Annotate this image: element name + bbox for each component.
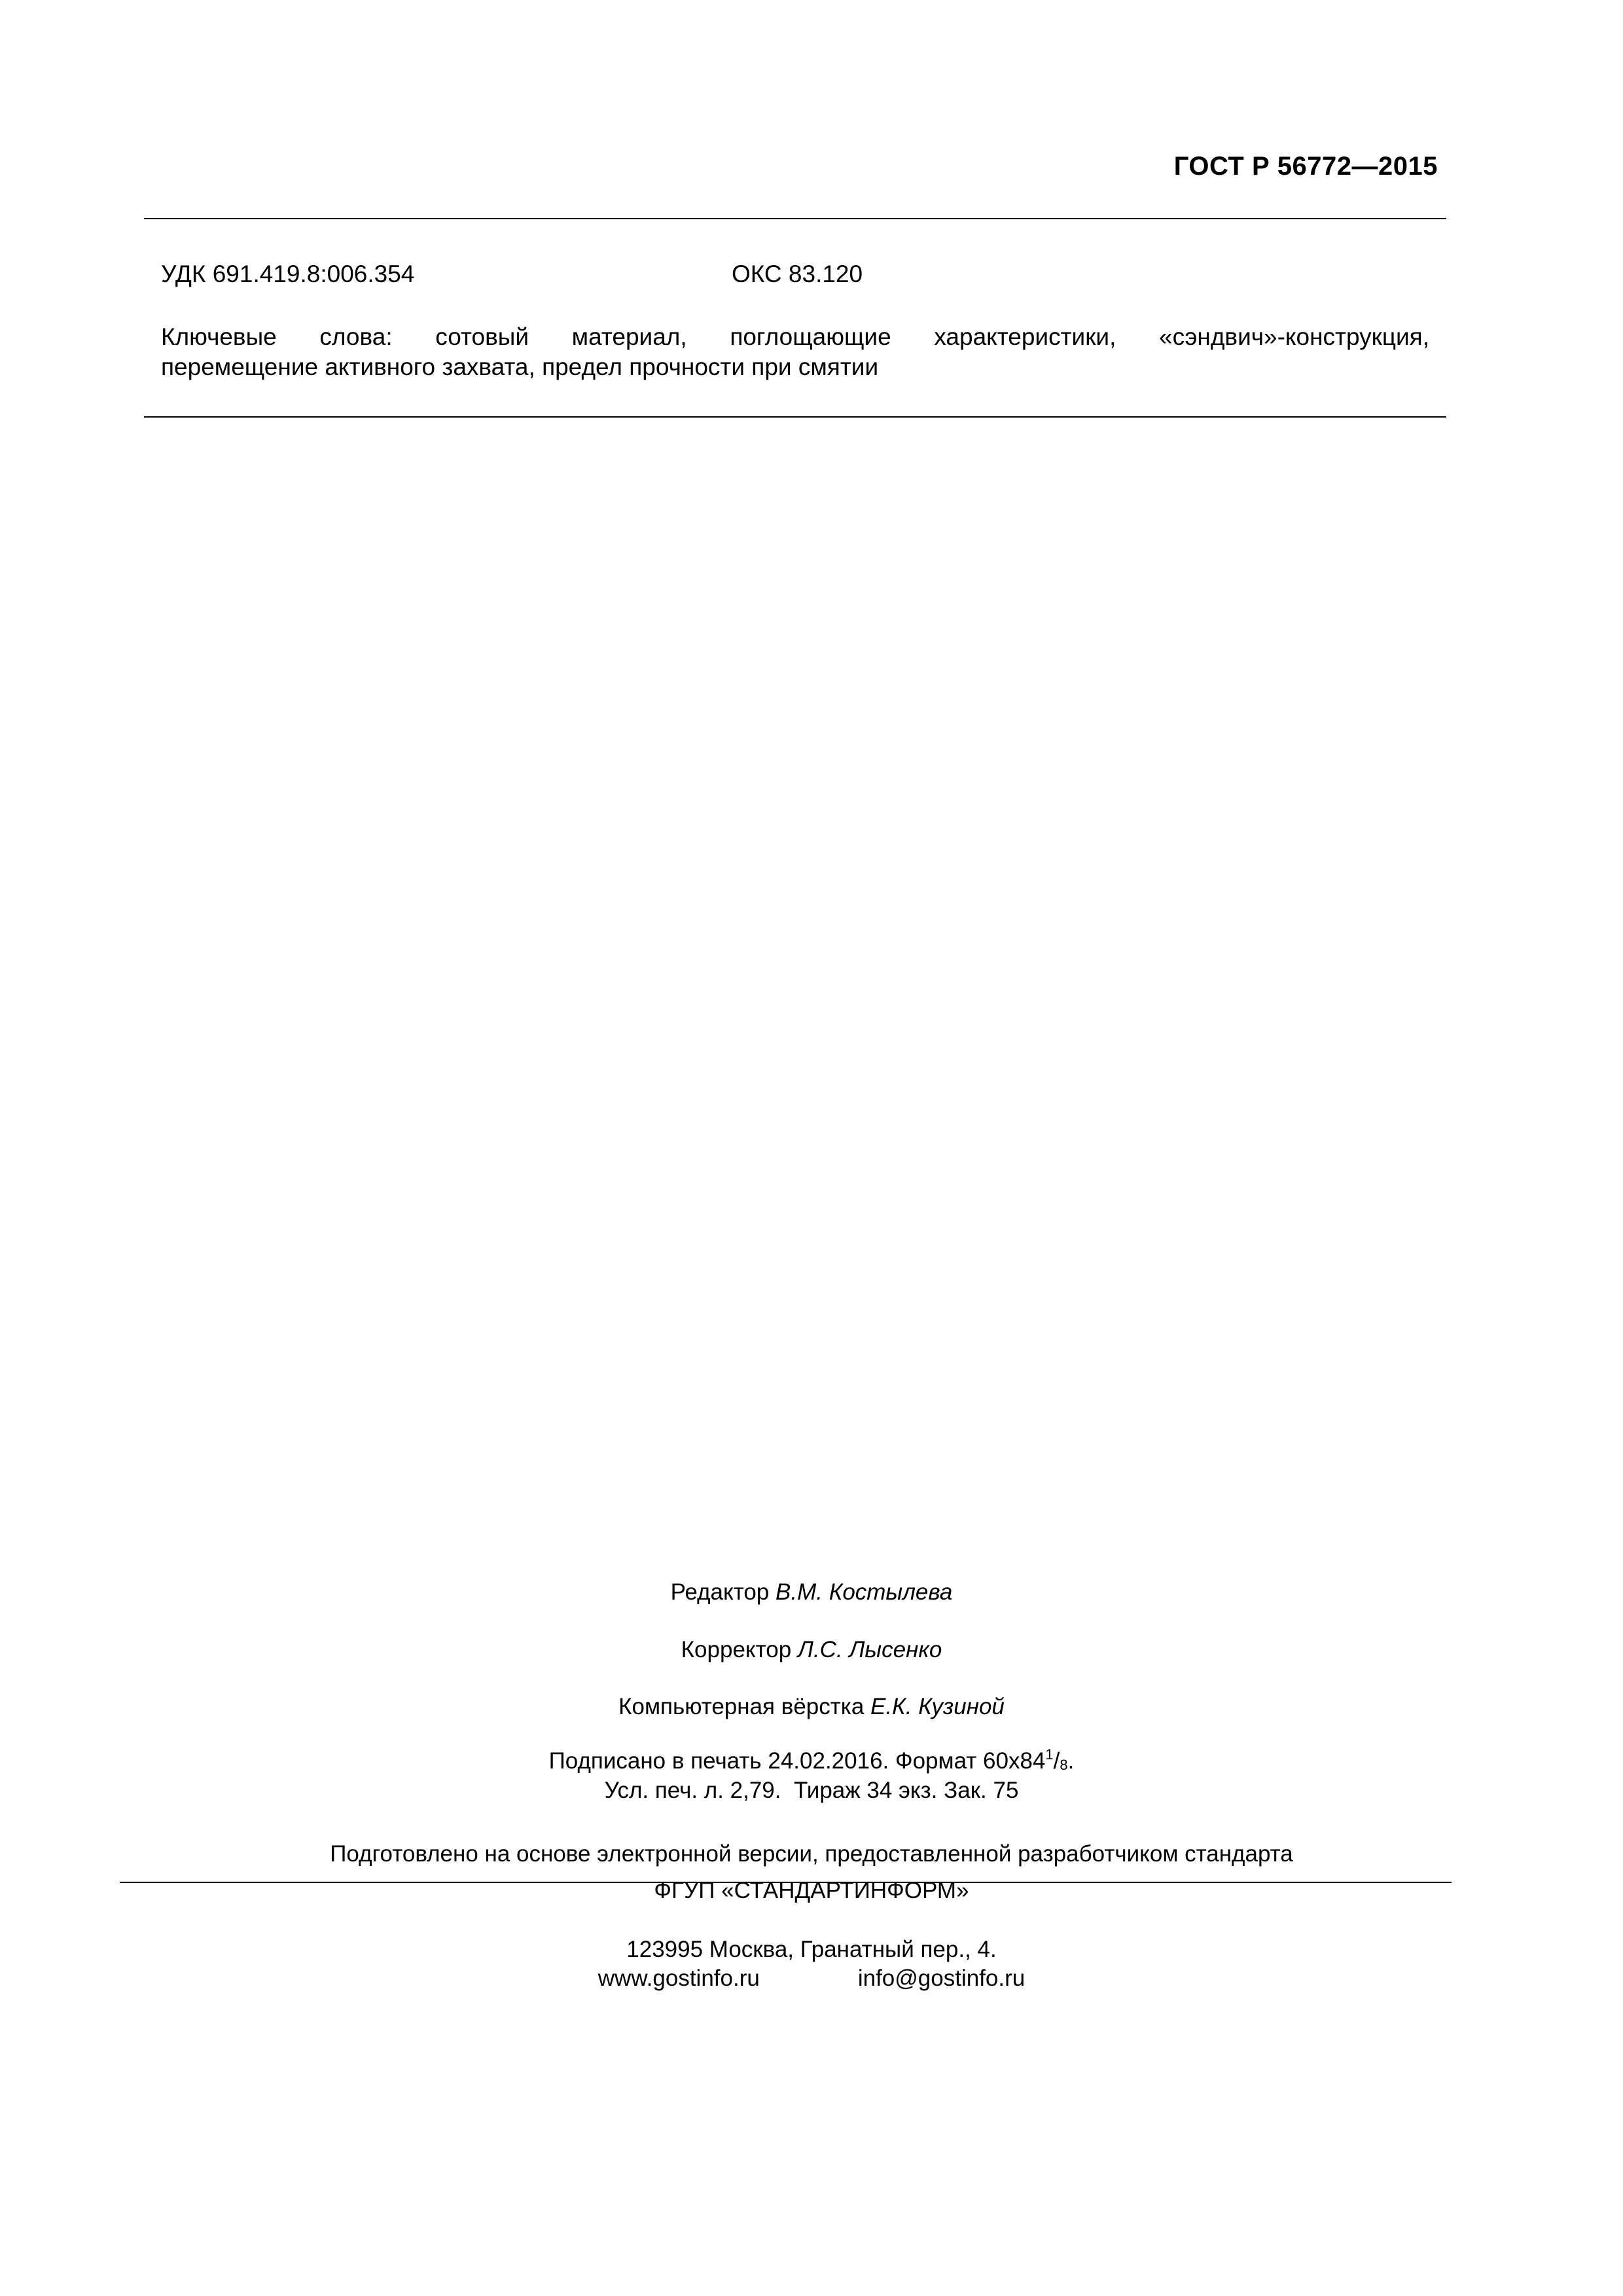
keywords-line-1: Ключевые слова: сотовый материал, поглощающие характеристики, «сэндвич»-конструкция,: [161, 323, 1429, 350]
signed-line: [0, 1748, 1623, 1774]
standard-number: ГОСТ Р 56772—2015: [1173, 152, 1438, 181]
keywords-line-2: перемещение активного захвата, предел прочности при смятии: [161, 353, 879, 380]
udk-code: УДК 691.419.8:006.354: [161, 260, 415, 287]
signed-text: Подписано в печать 24.02.2016. Формат 60x84: [548, 1748, 1046, 1774]
editor-line: [0, 1579, 1623, 1605]
print-info-line: Усл. печ. л. 2,79. Тираж 34 экз. Зак. 75: [604, 1778, 1019, 1803]
prepared-note: Подготовлено на основе электронной версии, предоставленной разработчиком стандарта: [330, 1841, 1293, 1867]
keywords-divider: [144, 416, 1446, 418]
format-slash: /: [1053, 1748, 1060, 1774]
layout-line: [0, 1694, 1623, 1720]
format-end: .: [1067, 1748, 1075, 1774]
corrector-name: Л.С. Лысенко: [797, 1637, 942, 1662]
layout-label: Компьютерная вёрстка: [618, 1694, 865, 1719]
publisher-name: ФГУП «СТАНДАРТИНФОРМ»: [654, 1878, 969, 1903]
top-divider: [144, 218, 1446, 219]
corrector-label: Корректор: [681, 1637, 792, 1662]
format-subscript: 8: [1060, 1757, 1068, 1773]
email-link[interactable]: info@gostinfo.ru: [857, 1965, 1026, 1991]
format-superscript: 1: [1045, 1746, 1054, 1763]
keywords-block: [161, 322, 1429, 382]
website-link[interactable]: www.gostinfo.ru: [597, 1965, 760, 1991]
contacts-line: [0, 1965, 1623, 1992]
corrector-line: [0, 1637, 1623, 1663]
publisher-address: 123995 Москва, Гранатный пер., 4.: [626, 1937, 997, 1962]
editor-name: В.М. Костылева: [776, 1579, 953, 1605]
layout-name: Е.К. Кузиной: [870, 1694, 1005, 1719]
oks-code: ОКС 83.120: [732, 260, 863, 287]
editor-label: Редактор: [670, 1579, 770, 1605]
